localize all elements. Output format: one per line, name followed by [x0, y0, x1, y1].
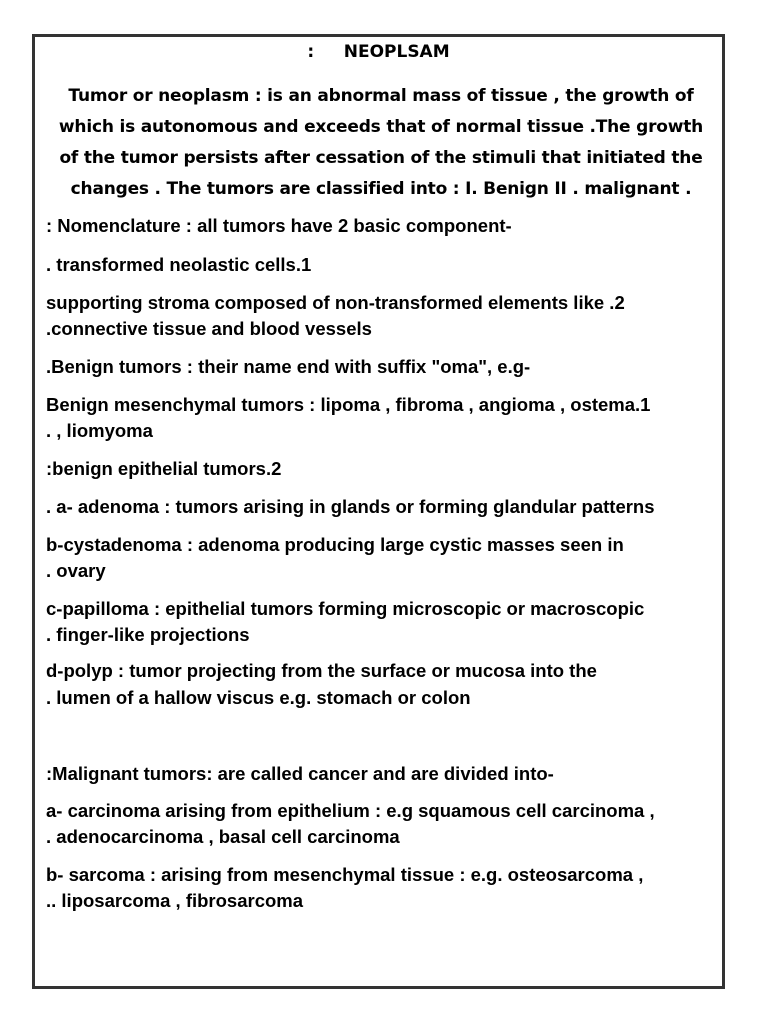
epithelial-item: b-cystadenoma : adenoma producing large cystic masses seen in: [46, 534, 624, 555]
intro-line: Tumor or neoplasm : is an abnormal mass of tissue , the growth of: [68, 86, 694, 106]
epithelial-item-continued: . lumen of a hallow viscus e.g. stomach or colon: [46, 687, 471, 708]
nomenclature-heading: : Nomenclature : all tumors have 2 basic component-: [46, 215, 512, 236]
epithelial-heading: :benign epithelial tumors.2: [46, 458, 282, 479]
intro-paragraph: [51, 81, 711, 205]
epithelial-item-continued: . ovary: [46, 560, 106, 581]
nomenclature-item: supporting stroma composed of non-transformed elements like .2: [46, 292, 625, 313]
epithelial-item: . a- adenoma : tumors arising in glands or forming glandular patterns: [46, 496, 655, 517]
epithelial-item-continued: . finger-like projections: [46, 624, 250, 645]
page-frame: [32, 34, 725, 989]
nomenclature-item-continued: .connective tissue and blood vessels: [46, 318, 372, 339]
malignant-item-continued: .. liposarcoma , fibrosarcoma: [46, 890, 304, 911]
intro-line: which is autonomous and exceeds that of normal tissue .The growth: [58, 117, 704, 137]
malignant-item: a- carcinoma arising from epithelium : e.g squamous cell carcinoma ,: [46, 800, 655, 821]
benign-item-continued: . , liomyoma: [46, 420, 153, 441]
epithelial-item: c-papilloma : epithelial tumors forming microscopic or macroscopic: [46, 598, 645, 619]
malignant-item-continued: . adenocarcinoma , basal cell carcinoma: [46, 826, 400, 847]
malignant-item: b- sarcoma : arising from mesenchymal tissue : e.g. osteosarcoma ,: [46, 864, 644, 885]
benign-heading: .Benign tumors : their name end with suffix "oma", e.g-: [46, 356, 531, 377]
nomenclature-item: . transformed neolastic cells.1: [46, 254, 312, 275]
intro-line: changes . The tumors are classified into : I. Benign II . malignant .: [70, 179, 692, 199]
benign-item: Benign mesenchymal tumors : lipoma , fibroma , angioma , ostema.1: [46, 394, 651, 415]
epithelial-item: d-polyp : tumor projecting from the surface or mucosa into the: [46, 660, 597, 681]
intro-line: of the tumor persists after cessation of the stimuli that initiated the: [59, 148, 703, 168]
document-title: : NEOPLSAM: [307, 42, 450, 62]
malignant-heading: :Malignant tumors: are called cancer and are divided into-: [46, 763, 554, 784]
